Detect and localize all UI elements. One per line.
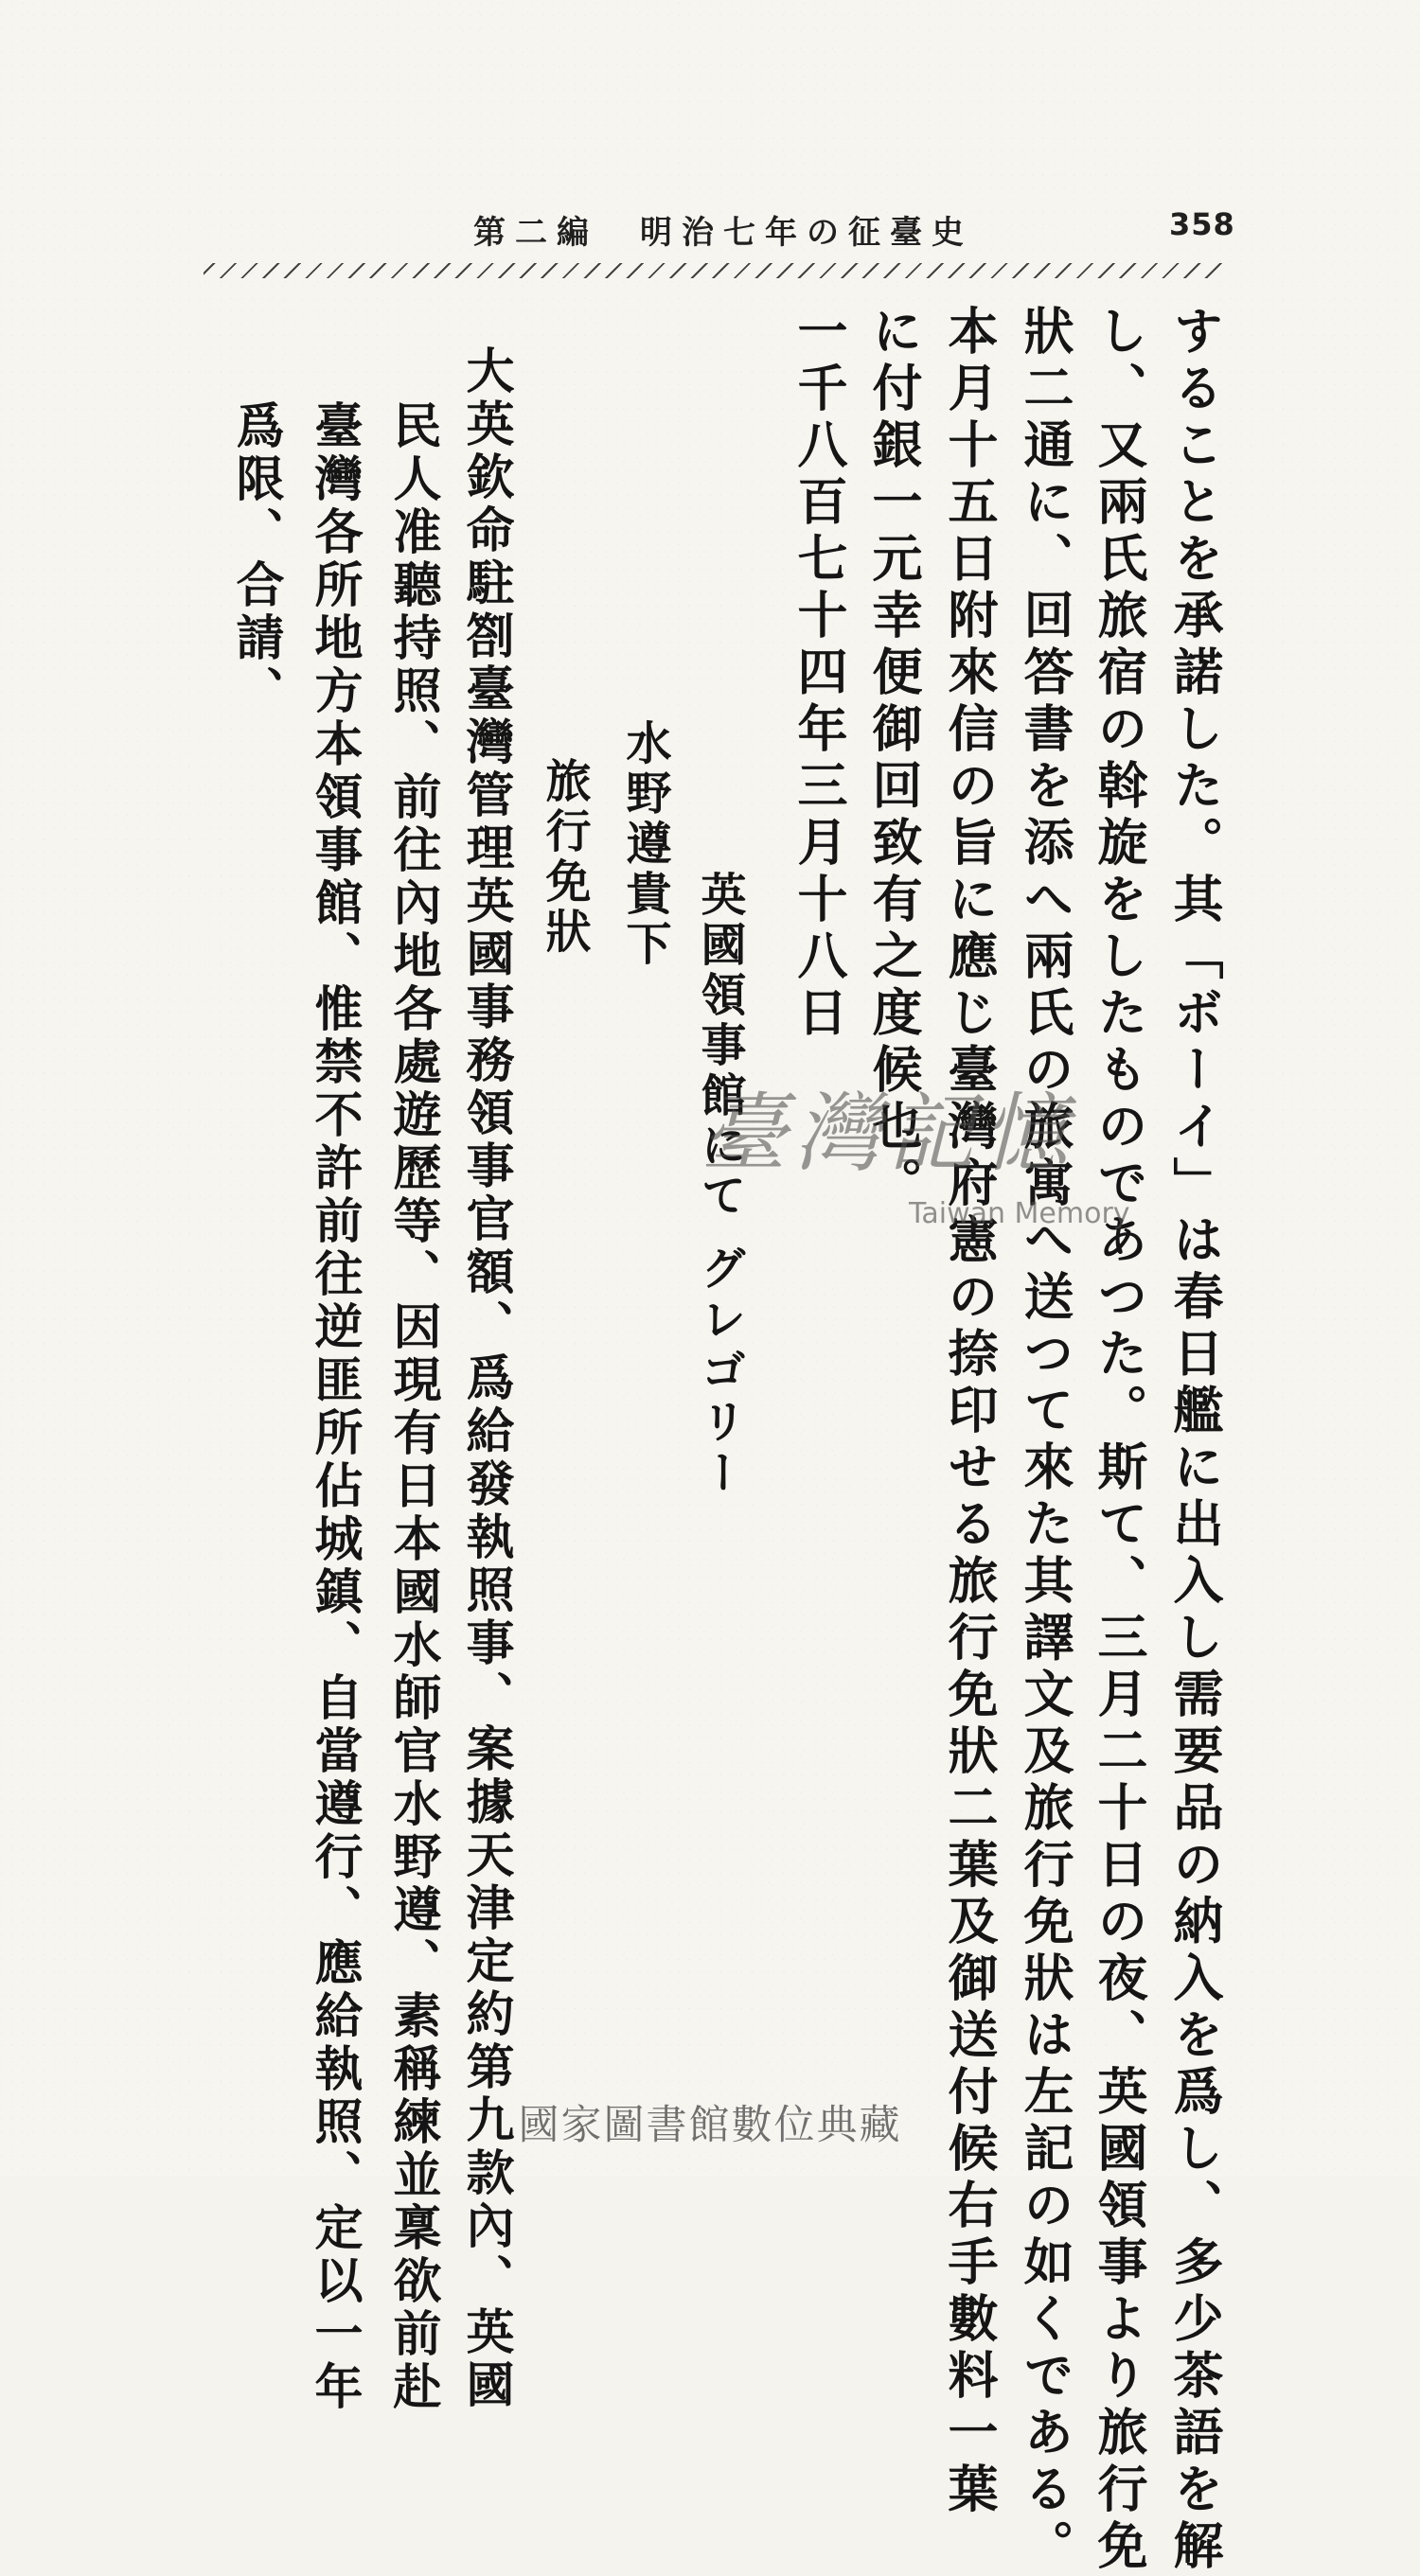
taiwan-memory-watermark-subtitle: Taiwan Memory — [909, 1197, 1130, 1230]
library-footer: 國家圖書館數位典藏 — [518, 2102, 902, 2149]
proclamation-text-column: 臺灣各所地方本領事館、惟禁不許前往逆匪所佔城鎮、自當遵行、應給執照、定以一年 — [306, 400, 363, 2414]
sender-name: グレゴリー — [693, 1244, 746, 1500]
body-text-column: し、又兩氏旅宿の斡旋をしたものであつた。斯て、三月二十日の夜、英國領事より旅行免 — [1090, 305, 1148, 2576]
proclamation-text-column: 爲限、合請、 — [227, 400, 284, 718]
body-text-column: に付銀一元幸便御回致有之度候也。 — [864, 305, 923, 1213]
addressee: 水野遵貴下 — [618, 719, 671, 970]
proclamation-text-column: 大英欽命駐劄臺灣管理英國事務領事官額、爲給發執照事、案據天津定約第九款內、英國 — [457, 345, 514, 2412]
body-text-column: 狀二通に、回答書を添へ兩氏の旅寓へ送つて來た其譯文及旅行免狀は左記の如くである。 — [1016, 305, 1074, 2576]
running-header-title: 第二編 明治七年の征臺史 — [473, 214, 973, 252]
header-wavy-rule — [204, 263, 1226, 278]
body-text-column: することを承諾した。其「ボーイ」は春日艦に出入し需要品の納入を爲し、多少茶語を解 — [1165, 305, 1224, 2576]
letter-date: 一千八百七十四年三月十八日 — [790, 305, 848, 1043]
taiwan-memory-watermark: 臺灣記憶 — [701, 1085, 1076, 1184]
sender-place: 英國領事館にて — [693, 871, 746, 1222]
travel-pass-title: 旅行免狀 — [538, 757, 591, 958]
page-number: 358 — [1169, 206, 1235, 242]
proclamation-text-column: 民人准聽持照、前往內地各處遊歷等、因現有日本國水師官水野遵、素稱練並稟欲前赴 — [384, 400, 441, 2414]
body-text-column: 本月十五日附來信の旨に應じ臺灣府憲の捺印せる旅行免狀二葉及御送付候右手數料一葉 — [940, 305, 999, 2519]
